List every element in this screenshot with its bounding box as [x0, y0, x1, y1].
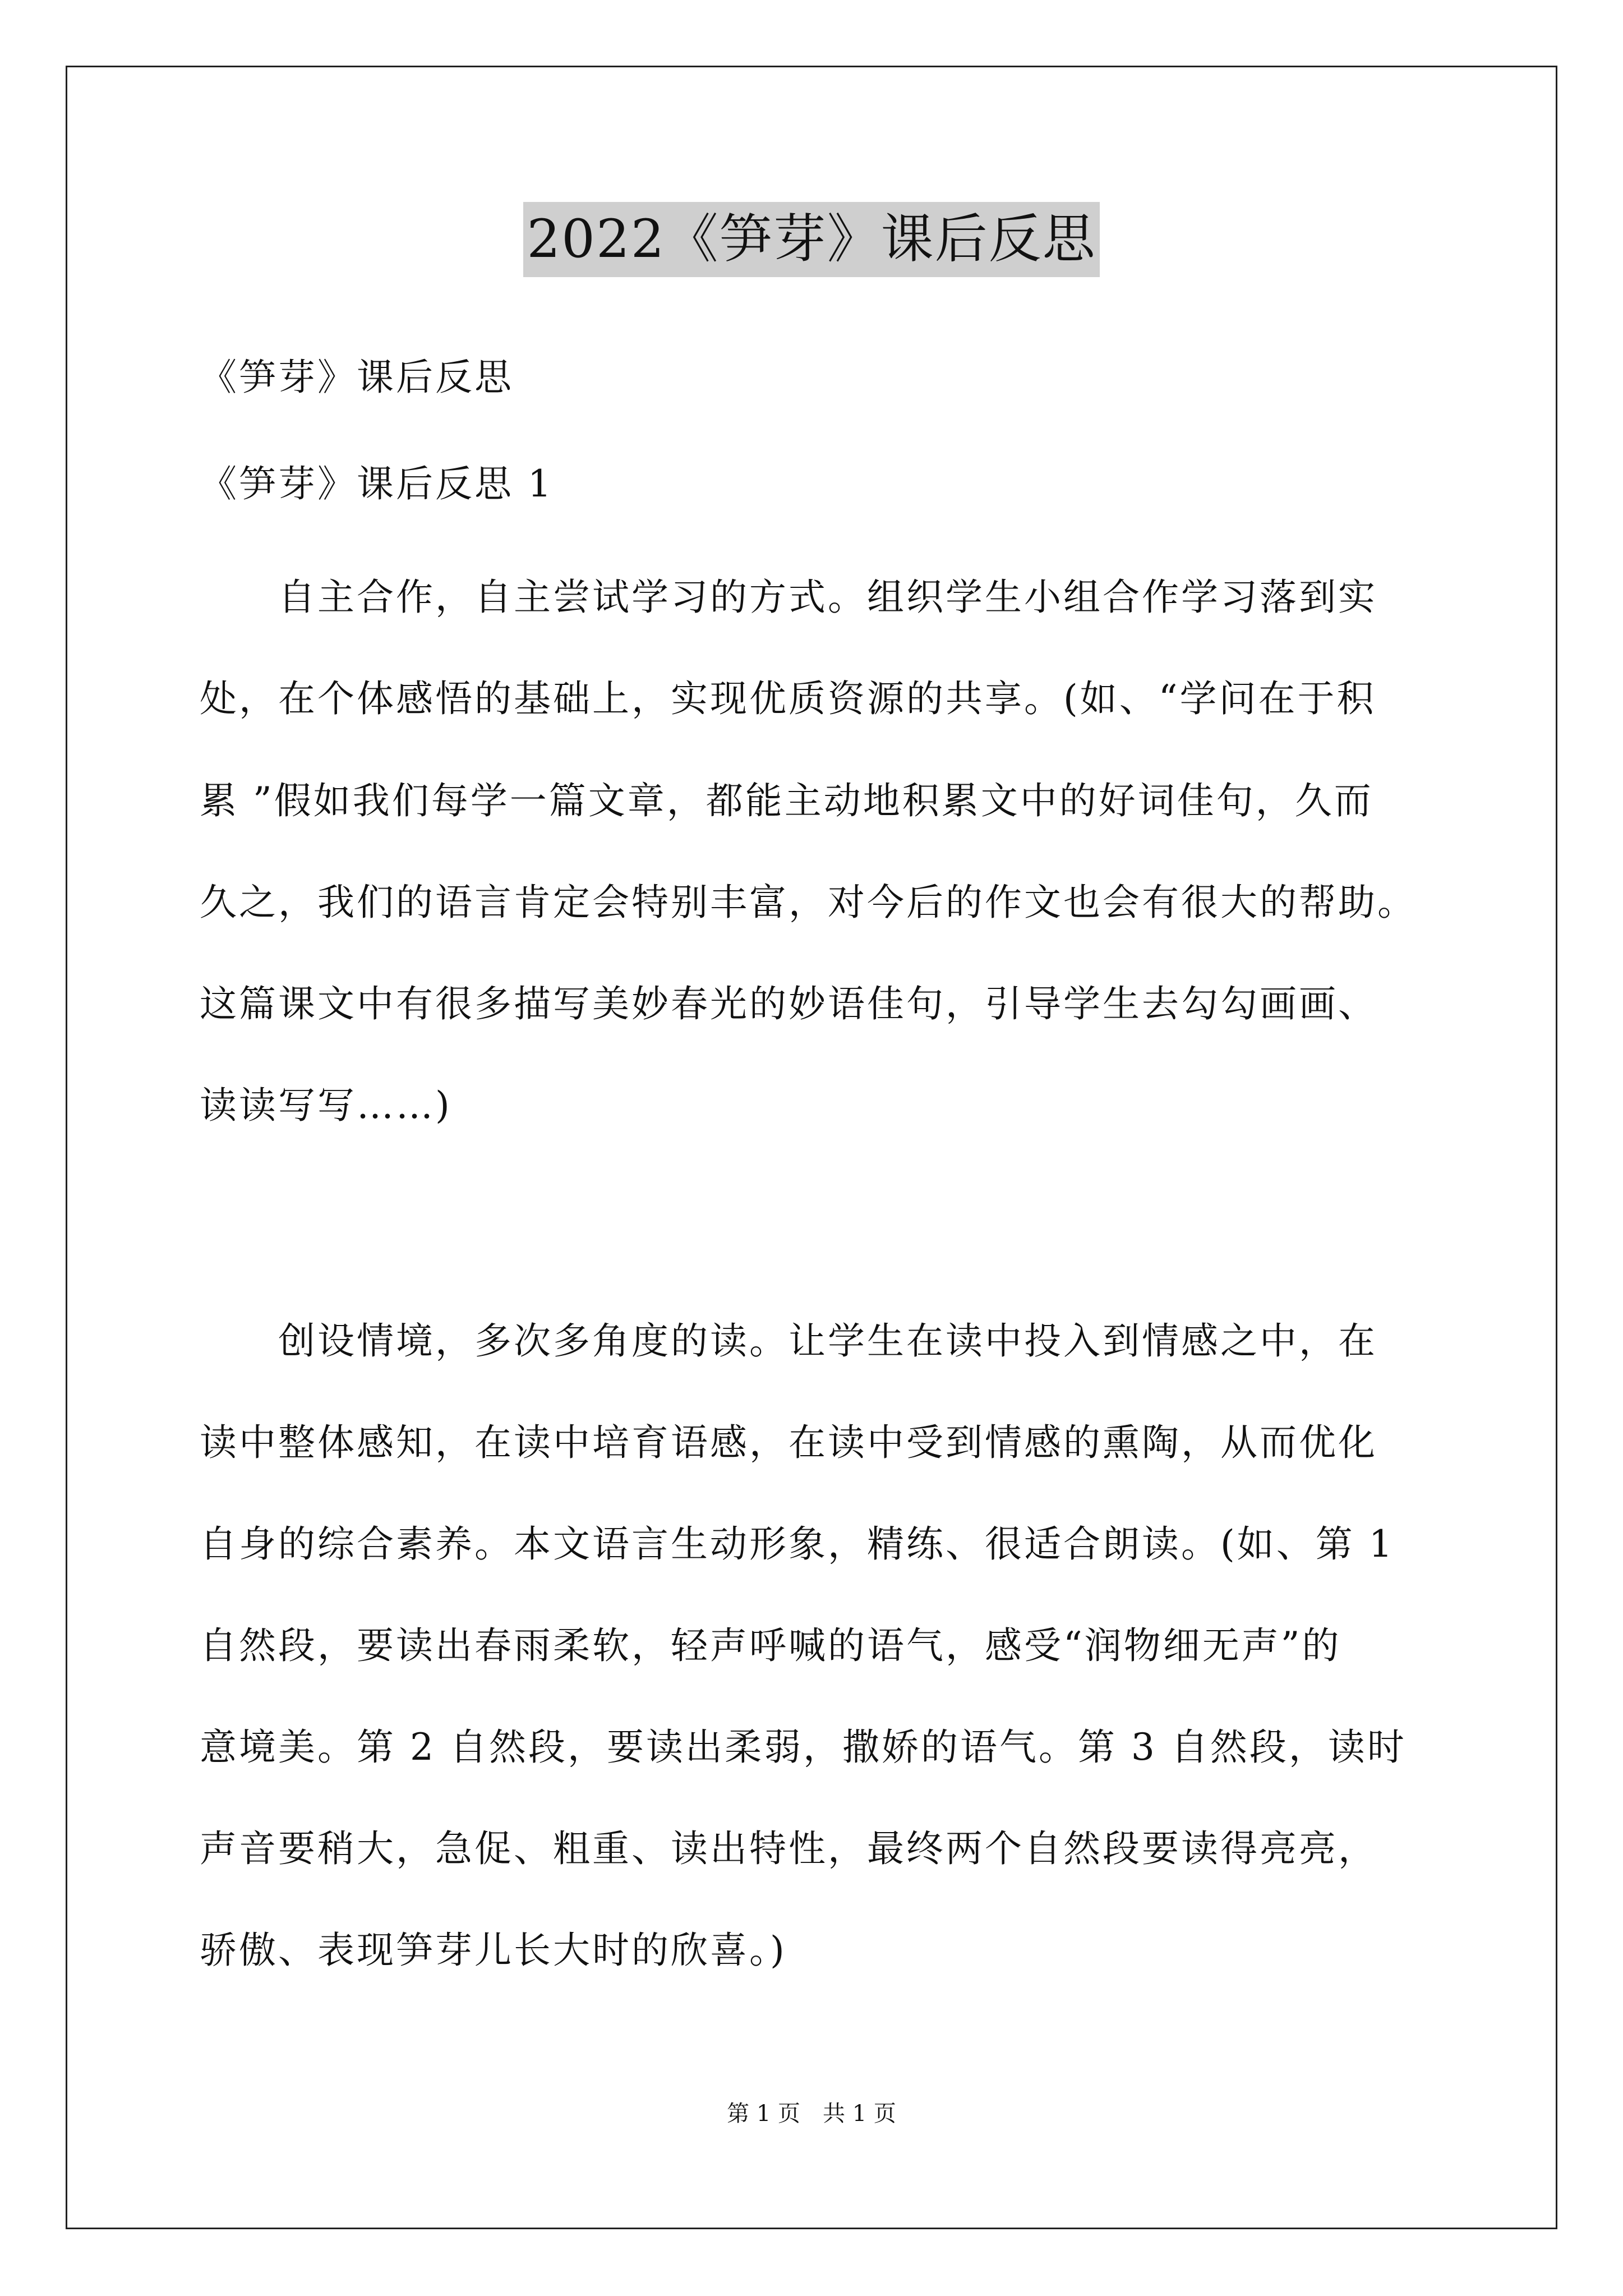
title-container	[0, 202, 1623, 277]
paragraph-line: 意境美。第 2 自然段，要读出柔弱，撒娇的语气。第 3 自然段，读时	[200, 1726, 1407, 1769]
section-heading: 《笋芽》课后反思 1	[200, 462, 554, 505]
paragraph-line: 自主合作，自主尝试学习的方式。组织学生小组合作学习落到实	[200, 576, 1377, 619]
paragraph-line: 创设情境，多次多角度的读。让学生在读中投入到情感之中，在	[200, 1319, 1377, 1363]
paragraph-line: 自身的综合素养。本文语言生动形象，精练、很适合朗读。(如、第 1	[200, 1522, 1395, 1566]
document-title: 2022《笋芽》课后反思	[523, 202, 1099, 277]
paragraph-line: 累 ”假如我们每学一篇文章，都能主动地积累文中的好词佳句，久而	[200, 779, 1373, 822]
paragraph-line: 这篇课文中有很多描写美妙春光的妙语佳句，引导学生去勾勾画画、	[200, 982, 1377, 1025]
paragraph-line: 读读写写……)	[200, 1084, 452, 1127]
paragraph-line: 处，在个体感悟的基础上，实现优质资源的共享。(如、“学问在于积	[200, 677, 1376, 720]
paragraph-line: 自然段，要读出春雨柔软，轻声呼喊的语气，感受“润物细无声”的	[200, 1624, 1341, 1667]
subtitle: 《笋芽》课后反思	[200, 356, 514, 399]
paragraph-line: 声音要稍大，急促、粗重、读出特性，最终两个自然段要读得亮亮，	[200, 1827, 1377, 1870]
page-footer: 第 1 页 共 1 页	[727, 2101, 896, 2127]
paragraph-line: 读中整体感知，在读中培育语感，在读中受到情感的熏陶，从而优化	[200, 1421, 1377, 1464]
paragraph-line: 骄傲、表现笋芽儿长大时的欣喜。)	[200, 1929, 787, 1972]
paragraph-line: 久之，我们的语言肯定会特别丰富，对今后的作文也会有很大的帮助。	[200, 881, 1417, 924]
